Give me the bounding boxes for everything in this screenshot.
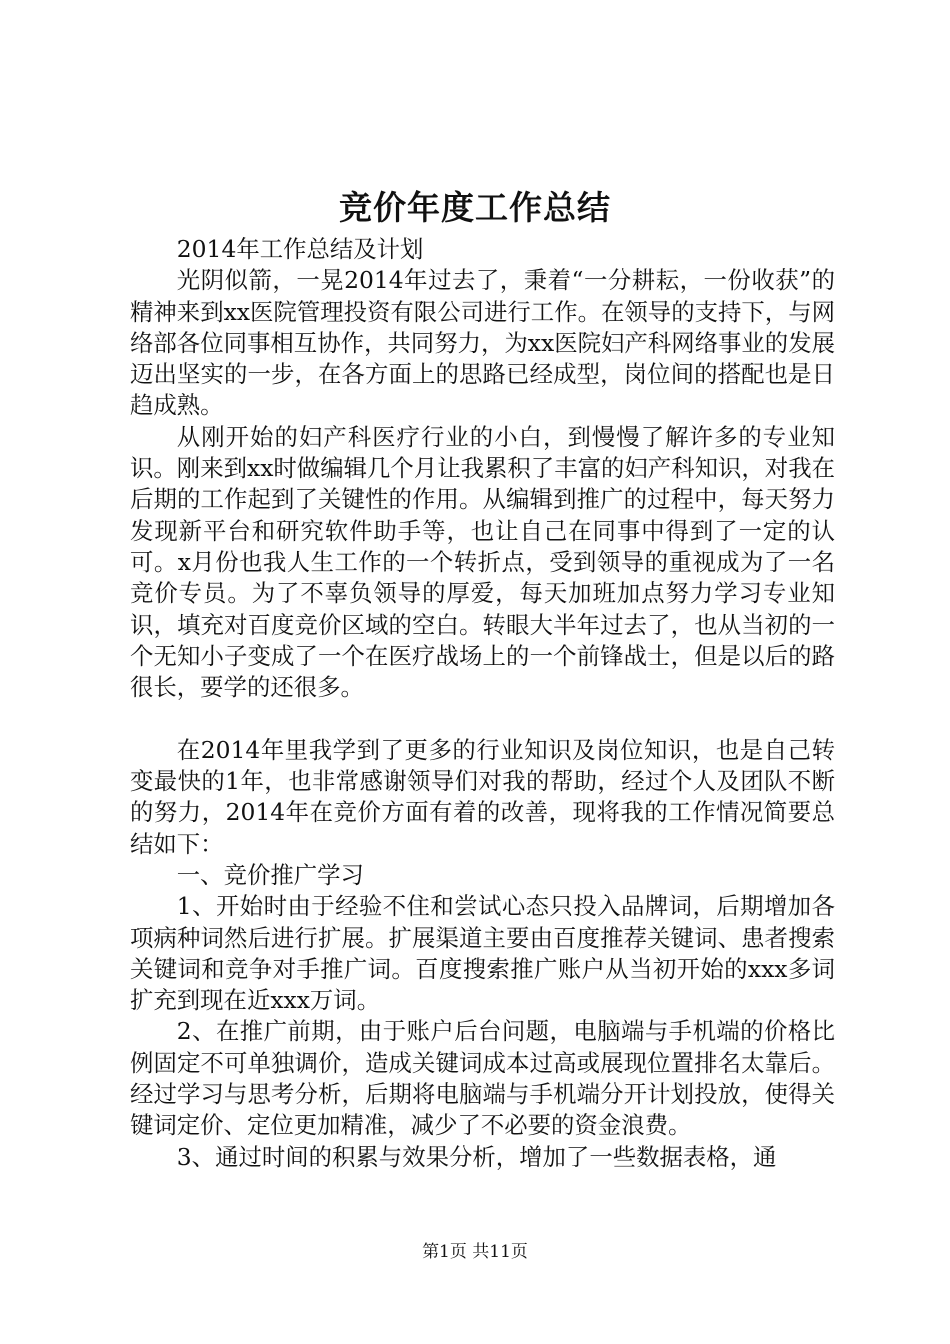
list-item-1: 1、开始时由于经验不住和尝试心态只投入品牌词，后期增加各项病种词然后进行扩展。扩展渠道主要由百度推荐关键词、患者搜索关键词和竞争对手推广词。百度搜索推广账户从当初开始的xxx多词扩充到现在近xxx万词。 xyxy=(130,892,835,1015)
paragraph-experience: 从刚开始的妇产科医疗行业的小白，到慢慢了解许多的专业知识。刚来到xx时做编辑几个月让我累积了丰富的妇产科知识，对我在后期的工作起到了关键性的作用。从编辑到推广的过程中，每天努力发现新平台和研究软件助手等，也让自己在同事中得到了一定的认可。x月份也我人生工作的一个转折点，受到领导的重视成为了一名竞价专员。为了不辜负领导的厚爱，每天加班加点努力学习专业知识，填充对百度竞价区域的空白。转眼大半年过去了，也从当初的一个无知小子变成了一个在医疗战场上的一个前锋战士，但是以后的路很长，要学的还很多。 xyxy=(130,422,835,702)
paragraph-gap xyxy=(130,703,835,734)
paragraph-intro: 光阴似箭，一晃2014年过去了，秉着“一分耕耘，一份收获”的精神来到xx医院管理投资有限公司进行工作。在领导的支持下，与网络部各位同事相互协作，共同努力，为xx医院妇产科网络事业的发展迈出坚实的一步，在各方面上的思路已经成型，岗位间的搭配也是日趋成熟。 xyxy=(130,266,835,420)
section-heading-bidding: 一、竞价推广学习 xyxy=(176,860,364,889)
list-item-3: 3、通过时间的积累与效果分析，增加了一些数据表格，通 xyxy=(176,1142,777,1171)
paragraph-summary-intro: 在2014年里我学到了更多的行业知识及岗位知识，也是自己转变最快的1年，也非常感谢领导们对我的帮助，经过个人及团队不断的努力，2014年在竞价方面有着的改善，现将我的工作情况简要总结如下： xyxy=(130,735,835,858)
document-body xyxy=(130,234,835,1173)
document-title: 竞价年度工作总结 xyxy=(339,188,611,227)
list-item-2: 2、在推广前期，由于账户后台问题，电脑端与手机端的价格比例固定不可单独调价，造成关键词成本过高或展现位置排名太靠后。经过学习与思考分析，后期将电脑端与手机端分开计划投放，使得关键词定价、定位更加精准，减少了不必要的资金浪费。 xyxy=(130,1017,835,1140)
page-footer: 第1页 共11页 xyxy=(422,1242,528,1262)
paragraph-subtitle: 2014年工作总结及计划 xyxy=(176,235,424,263)
